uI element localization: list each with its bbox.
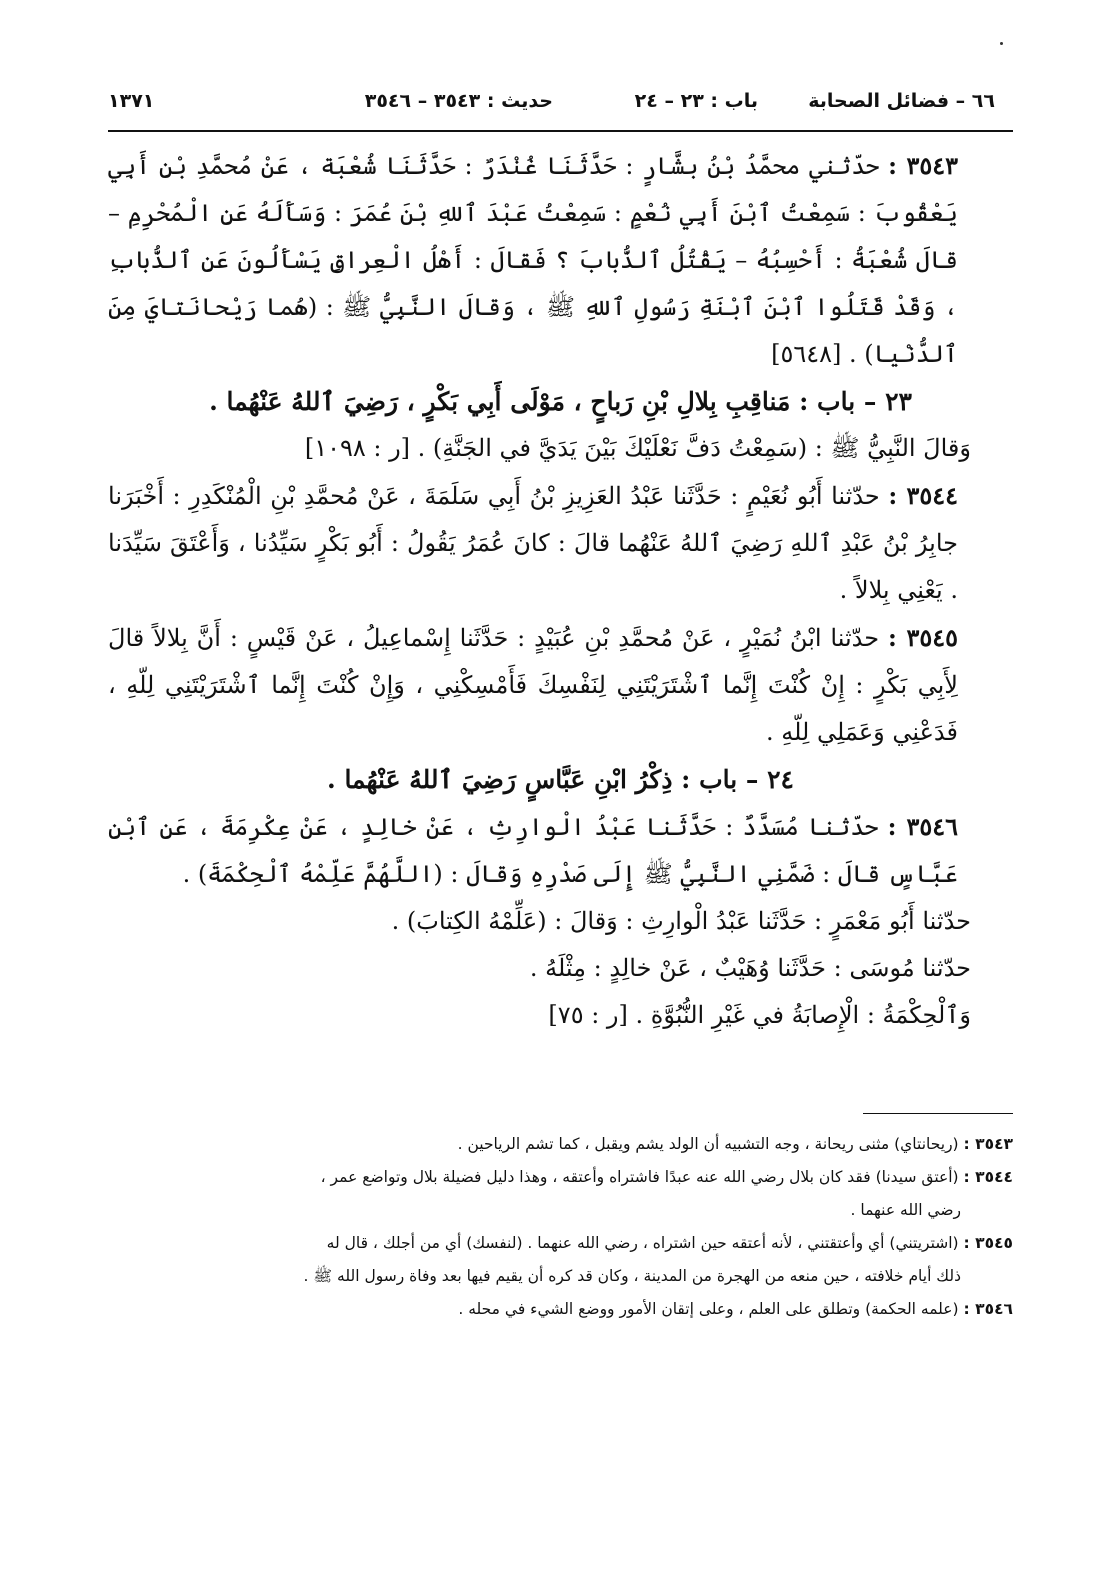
scan-dot — [1000, 42, 1003, 45]
hadith-3543 — [108, 142, 1013, 378]
hadith-number: ٣٥٤٥ : — [887, 623, 958, 652]
hadith-3546-chain-3: حدّثنا مُوسَى : حَدَّثَنا وُهَيْبٌ ، عَنْ خالِدٍ : مِثْلَهُ . — [529, 954, 971, 982]
bab-24-heading: ٢٤ – باب : ذِكْرُ ابْنِ عَبَّاسٍ رَضِيَ ٱللهُ عَنْهُما . — [327, 765, 794, 794]
bab-23-citation: وَقالَ النَّبِيُّ ﷺ : (سَمِعْتُ دَفَّ نَعْلَيْكَ بَيْنَ يَدَيَّ في الجَنَّةِ) . [ر : ١٠٩٨] — [304, 434, 971, 462]
footnote-3545-continuation: ذلك أيام خلافته ، حين منعه من الهجرة من المدينة ، وكان قد كره أن يقيم فيها بعد وفاة رسول الله ﷺ . — [303, 1267, 961, 1285]
header-chapter-title: ٦٦ – فضائل الصحابة — [808, 90, 995, 112]
footnote-number: ٣٥٤٣ : — [963, 1135, 1013, 1153]
hadith-3546-chain-2: حدّثنا أَبُو مَعْمَرٍ : حَدَّثَنا عَبْدُ الْوارِثِ : وَقالَ : (عَلِّمْهُ الكِتابَ) . — [391, 907, 971, 935]
footnote-number: ٣٥٤٤ : — [963, 1168, 1013, 1186]
main-text — [108, 142, 1013, 1039]
footnote-3544 — [108, 1161, 1013, 1194]
footnote-text: (اشتريتني) أي وأعتقتني ، لأنه أعتقه حين اشتراه ، رضي الله عنهما . (لنفسك) أي من أجلك ، قال له — [326, 1234, 959, 1252]
header-rule — [108, 130, 1013, 132]
hadith-3545 — [108, 614, 1013, 756]
document-page — [108, 80, 1013, 1326]
hadith-text: حدّثنا ابْنُ نُمَيْرٍ ، عَنْ مُحمَّدِ بْنِ عُبَيْدٍ : حَدَّثَنا إِسْماعِيلُ ، عَنْ قَيْسٍ : أَنَّ بِلالاً قالَ لِأَبِي بَكْرٍ : إِنْ كُنْتَ إِنَّما ٱشْتَرَيْتَنِي لِنَفْسِكَ فَأَمْسِكْنِي ، وَإِنْ كُنْتَ إِنَّما ٱشْتَرَيْتَنِي لِلّهِ ، فَدَعْنِي وَعَمَلِي لِلّهِ . — [108, 624, 958, 746]
hadith-number: ٣٥٤٦ : — [887, 812, 958, 841]
hadith-3544 — [108, 472, 1013, 614]
footnote-number: ٣٥٤٦ : — [963, 1300, 1013, 1318]
footnote-text: (أعتق سيدنا) فقد كان بلال رضي الله عنه عبدًا فاشتراه وأعتقه ، وهذا دليل فضيلة بلال وتواضع عمر ، — [320, 1168, 959, 1186]
hadith-3546 — [108, 803, 1013, 898]
footnote-3544-continuation: رضي الله عنهما . — [850, 1201, 961, 1219]
footnote-3545 — [108, 1227, 1013, 1260]
hadith-text: حدّثنا أَبُو نُعَيْمٍ : حَدَّثَنا عَبْدُ العَزِيزِ بْنُ أَبِي سَلَمَةَ ، عَنْ مُحمَّدِ بْنِ الْمُنْكَدِرِ : أَخْبَرَنا جابِرُ بْنُ عَبْدِ ٱللهِ رَضِيَ ٱللهُ عَنْهُما قالَ : كانَ عُمَرُ يَقُولُ : أَبُو بَكْرٍ سَيِّدُنا ، وَأَعْتَقَ سَيِّدَنا . يَعْنِي بِلالاً . — [108, 482, 958, 604]
footnote-rule — [863, 1113, 1013, 1114]
footnotes — [108, 1128, 1013, 1326]
footnote-text: (ريحانتاي) مثنى ريحانة ، وجه التشبيه أن الولد يشم ويقبل ، كما تشم الرياحين . — [457, 1135, 959, 1153]
hadith-number: ٣٥٤٣ : — [888, 151, 958, 180]
footnote-3546 — [108, 1293, 1013, 1326]
footnote-3543 — [108, 1128, 1013, 1161]
footnote-rule-wrap — [108, 1039, 1013, 1128]
bab-23-heading: ٢٣ – باب : مَناقِبِ بِلالِ بْنِ رَباحٍ ، مَوْلَى أَبِي بَكْرٍ ، رَضِيَ ٱللهُ عَنْهُما . — [209, 387, 912, 416]
footnote-text: (علمه الحكمة) وتطلق على العلم ، وعلى إتقان الأمور ووضع الشيء في محله . — [458, 1300, 959, 1318]
page-number: ١٣٧١ — [108, 90, 155, 112]
running-header — [108, 80, 1013, 124]
footnote-number: ٣٥٤٥ : — [963, 1234, 1013, 1252]
hadith-text: حدّثنا مُسَدَّدٌ : حَدَّثَنا عَبْدُ الْوارِثِ ، عَنْ خالِدٍ ، عَنْ عِكْرِمَةَ ، عَنِ ٱبْنِ عَبَّاسٍ قالَ : ضَمَّنِي النَّبِيُّ ﷺ إِلَى صَدْرِهِ وَقالَ : (اللَّهُمَّ عَلِّمْهُ ٱلْحِكْمَةَ) . — [108, 813, 958, 888]
hadith-3546-note: وَٱلْحِكْمَةُ : الْإِصابَةُ في غَيْرِ النُّبُوَّةِ . [ر : ٧٥] — [548, 1001, 971, 1029]
header-bab-range: باب : ٢٣ – ٢٤ — [634, 90, 758, 112]
hadith-text: حدّثني محمَّدُ بْنُ بشَّارٍ : حَدَّثَنَا غُنْدَرٌ : حَدَّثَنَا شُعْبَة ، عَنْ مُحمَّدِ بْنِ أَبِي يَعْقُوبَ : سَمِعْتُ ٱبْنَ أَبِي نُعْمٍ : سَمِعْتُ عَبْدَ ٱللهِ بْنَ عُمَرَ : وَسَأَلَهُ عَنِ الْمُحْرِمِ – قالَ شُعْبَةُ : أَحْسِبُهُ – يَقْتُلُ ٱلذُّبابَ ؟ فَقالَ : أَهْلُ الْعِراقِ يَسْأَلُونَ عَنِ ٱلذُّبابِ ، وَقَدْ قَتَلُوا ٱبْنَ ٱبْنَةِ رَسُولِ ٱللهِ ﷺ ، وَقالَ النَّبِيُّ ﷺ : (هُما رَيْحانَتايَ مِنَ ٱلدُّنْيا) . [٥٦٤٨] — [108, 152, 958, 368]
header-hadith-range: حديث : ٣٥٤٣ – ٣٥٤٦ — [364, 90, 553, 112]
hadith-number: ٣٥٤٤ : — [888, 481, 958, 510]
